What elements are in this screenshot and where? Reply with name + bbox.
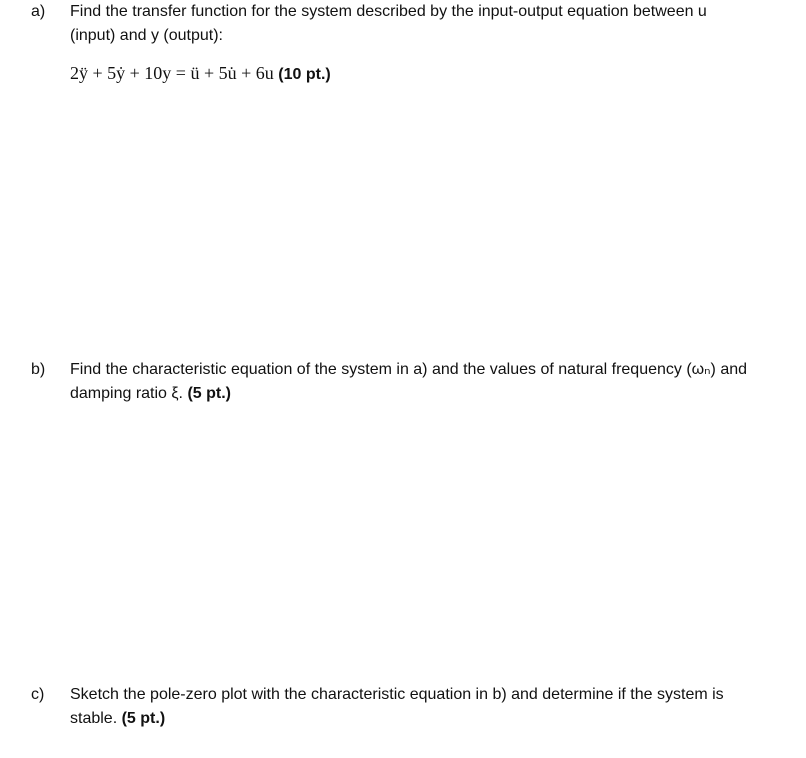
question-b-line1: Find the characteristic equation of the system in a) and the values of natural frequency (ωₙ) and bbox=[70, 361, 748, 378]
question-a-line1: Find the transfer function for the system described by the input-output equation between u bbox=[70, 3, 707, 20]
question-a-points: (10 pt.) bbox=[278, 66, 331, 83]
question-c-line1: Sketch the pole-zero plot with the characteristic equation in b) and determine if the system is bbox=[70, 686, 724, 703]
question-c-line2-wrap bbox=[70, 707, 792, 731]
question-c-label: c) bbox=[31, 686, 45, 703]
question-b-line2: damping ratio ξ. bbox=[70, 385, 183, 402]
question-a-equation-line bbox=[70, 61, 331, 87]
question-b-line2-wrap bbox=[70, 382, 792, 406]
question-b-points: (5 pt.) bbox=[187, 385, 231, 402]
question-c-points: (5 pt.) bbox=[121, 710, 166, 727]
question-a-label: a) bbox=[31, 3, 46, 20]
question-b-label: b) bbox=[31, 361, 46, 378]
question-a-line2: (input) and y (output): bbox=[70, 27, 223, 44]
question-c-line2: stable. bbox=[70, 710, 118, 727]
input-output-equation: 2ÿ + 5ẏ + 10y = ü + 5u̇ + 6u bbox=[70, 63, 274, 83]
